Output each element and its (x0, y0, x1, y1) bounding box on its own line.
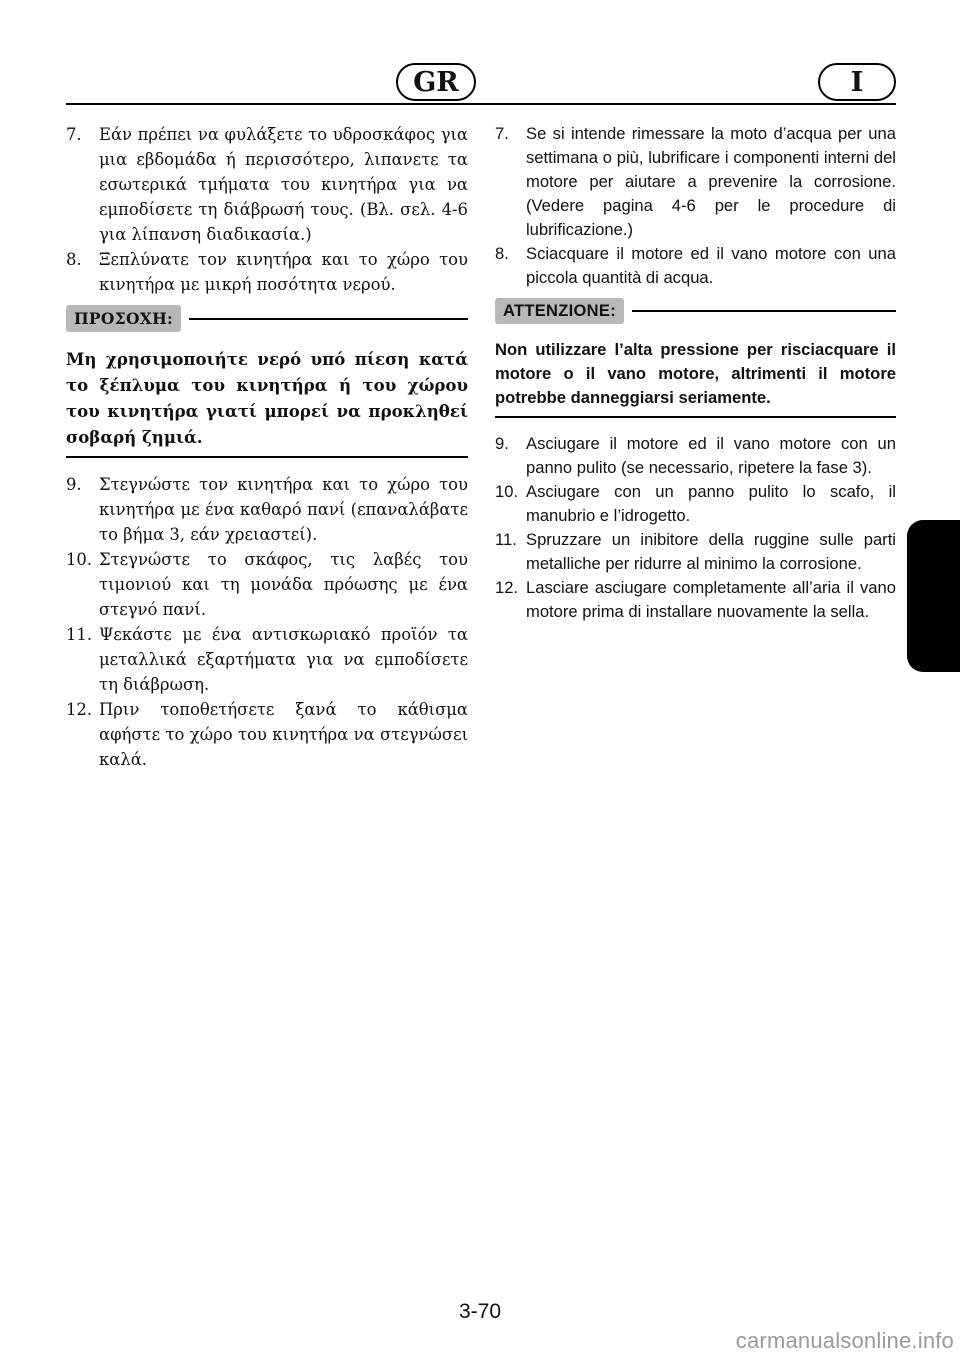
item-number: 7. (66, 125, 82, 144)
item-text: Ξεπλύνατε τον κινητήρα και το χώρο του κινητήρα με μικρή ποσότητα νερού. (99, 250, 468, 294)
list-item (66, 472, 468, 547)
italian-column (495, 122, 896, 624)
item-text: Asciugare con un panno pulito lo scafo, il manubrio e l’idrogetto. (526, 482, 896, 525)
item-text: Se si intende rimessare la moto d’acqua per una settimana o più, lubrificare i componenti interni del motore per aiutare a prevenire la corrosione. (Vedere pagina 4-6 per le procedure di lubrificazione.) (526, 124, 896, 239)
page-number: 3-70 (458, 1300, 502, 1323)
caution-rule (632, 310, 896, 312)
language-tab-greek: GR (396, 63, 476, 101)
item-number: 11. (66, 625, 93, 644)
list-item (495, 242, 896, 290)
list-item (495, 432, 896, 480)
greek-column (66, 122, 468, 772)
list-item (66, 122, 468, 247)
caution-end-rule (66, 456, 468, 458)
list-item (495, 528, 896, 576)
caution-text: Μη χρησιμοποιήτε νερό υπό πίεση κατά το ξέπλυμα του κινητήρα ή του χώρου του κινητήρα γιατί μπορεί να προκληθεί σοβαρή ζημιά. (66, 349, 468, 447)
item-text: Στεγνώστε το σκάφος, τις λαβές του τιμονιού και τη μονάδα πρόωσης με ένα στεγνό πανί. (99, 550, 468, 619)
language-tab-italian: I (818, 63, 896, 101)
item-number: 8. (495, 244, 509, 263)
header-rule (66, 103, 896, 105)
list-item (495, 122, 896, 242)
item-number: 12. (66, 700, 93, 719)
item-number: 9. (66, 475, 82, 494)
list-item (66, 697, 468, 772)
caution-label: ATTENZIONE: (495, 298, 624, 324)
caution-end-rule (495, 416, 896, 418)
item-text: Ψεκάστε με ένα αντισκωριακό προϊόν τα μεταλλικά εξαρτήματα για να εμποδίσετε τη διάβρωση. (99, 625, 468, 694)
item-text: Lasciare asciugare completamente all’aria il vano motore prima di installare nuovamente la sella. (526, 578, 896, 621)
item-number: 10. (495, 482, 519, 501)
list-item (66, 622, 468, 697)
caution-rule (189, 318, 468, 320)
item-text: Στεγνώστε τον κινητήρα και το χώρο του κινητήρα με ένα καθαρό πανί (επαναλάβατε το βήμα 3, εάν χρειαστεί). (99, 475, 468, 544)
list-item (66, 547, 468, 622)
item-text: Πριν τοποθετήσετε ξανά το κάθισμα αφήστε το χώρο του κινητήρα να στεγνώσει καλά. (99, 700, 468, 769)
watermark: carmanualsonline.info (735, 1328, 954, 1353)
item-number: 10. (66, 550, 93, 569)
item-number: 11. (495, 530, 517, 549)
caution-header (495, 298, 896, 324)
list-item (66, 247, 468, 297)
item-number: 8. (66, 250, 82, 269)
caution-header (66, 305, 468, 332)
item-text: Spruzzare un inibitore della ruggine sulle parti metalliche per ridurre al minimo la corrosione. (526, 530, 896, 573)
caution-text: Non utilizzare l’alta pressione per risciacquare il motore o il vano motore, altrimenti il motore potrebbe danneggiarsi seriamente. (495, 340, 896, 407)
item-text: Asciugare il motore ed il vano motore con un panno pulito (se necessario, ripetere la fase 3). (526, 434, 896, 477)
item-number: 7. (495, 124, 509, 143)
caution-label: ΠΡΟΣΟΧΗ: (66, 305, 181, 332)
section-thumb-tab (907, 520, 960, 672)
item-text: Εάν πρέπει να φυλάξετε το υδροσκάφος για μια εβδομάδα ή περισσότερο, λιπανετε τα εσωτερικά τμήματα του κινητήρα για να εμποδίσετε τη διάβρωσή τους. (Βλ. σελ. 4-6 για λίπανση διαδικασία.) (99, 125, 468, 244)
item-number: 12. (495, 578, 519, 597)
item-number: 9. (495, 434, 509, 453)
list-item (495, 576, 896, 624)
list-item (495, 480, 896, 528)
item-text: Sciacquare il motore ed il vano motore con una piccola quantità di acqua. (526, 244, 896, 287)
